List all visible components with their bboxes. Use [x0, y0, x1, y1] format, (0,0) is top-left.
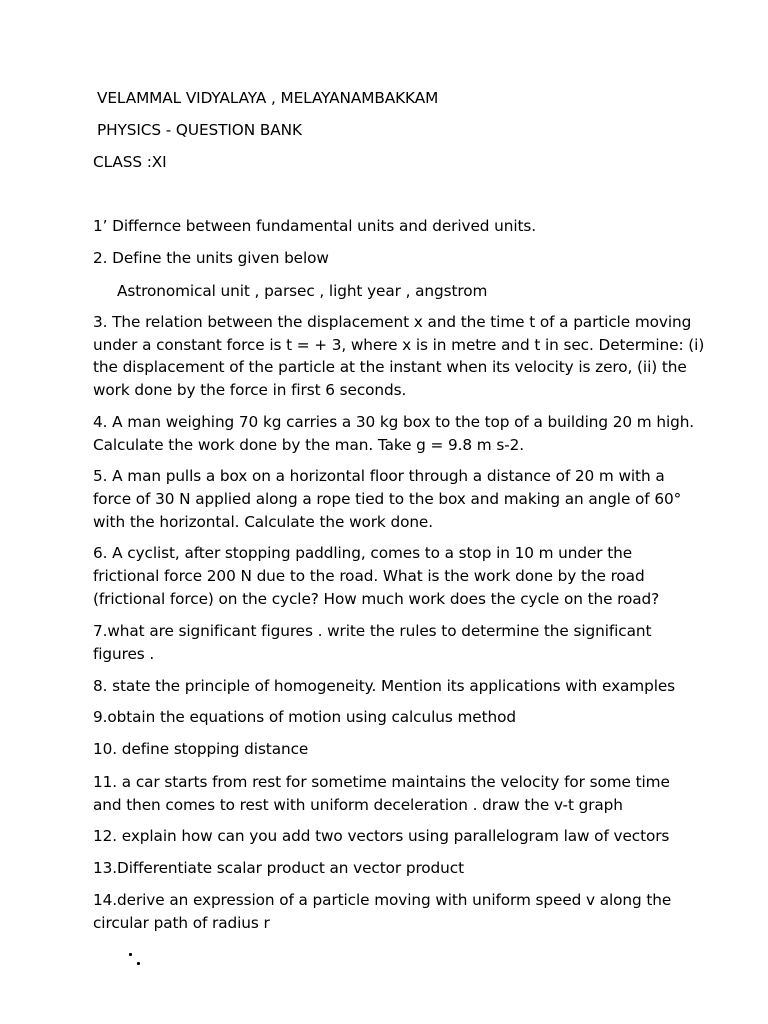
question-7-line-1: 7.what are significant figures . write the rules to determine the significant: [93, 622, 652, 640]
question-5-line-2: force of 30 N applied along a rope tied to the box and making an angle of 60°: [93, 490, 682, 508]
question-3-line-3: the displacement of the particle at the instant when its velocity is zero, (ii) the: [93, 358, 687, 376]
question-9: 9.obtain the equations of motion using calculus method: [93, 708, 516, 726]
question-13: 13.Differentiate scalar product an vector product: [93, 859, 464, 877]
question-5-line-1: 5. A man pulls a box on a horizontal floor through a distance of 20 m with a: [93, 467, 665, 485]
question-2: 2. Define the units given below: [93, 249, 329, 267]
question-6-line-3: (frictional force) on the cycle? How much work does the cycle on the road?: [93, 590, 660, 608]
question-14-line-1: 14.derive an expression of a particle moving with uniform speed v along the: [93, 891, 672, 909]
class-label: CLASS :XI: [93, 153, 167, 171]
question-11-line-2: and then comes to rest with uniform deceleration . draw the v-t graph: [93, 796, 623, 814]
question-12: 12. explain how can you add two vectors using parallelogram law of vectors: [93, 827, 670, 845]
question-3-line-4: work done by the force in first 6 seconds.: [93, 381, 407, 399]
question-2-units: Astronomical unit , parsec , light year , angstrom: [117, 282, 488, 300]
question-3-line-1: 3. The relation between the displacement x and the time t of a particle moving: [93, 313, 692, 331]
question-1: 1’ Differnce between fundamental units and derived units.: [93, 217, 537, 235]
question-4-line-2: Calculate the work done by the man. Take g = 9.8 m s-2.: [93, 436, 525, 454]
stray-mark: [129, 953, 132, 956]
question-7-line-2: figures .: [93, 645, 155, 663]
question-11-line-1: 11. a car starts from rest for sometime maintains the velocity for some time: [93, 773, 670, 791]
subject-title: PHYSICS - QUESTION BANK: [97, 121, 302, 139]
school-name: VELAMMAL VIDYALAYA , MELAYANAMBAKKAM: [97, 89, 439, 107]
question-8: 8. state the principle of homogeneity. Mention its applications with examples: [93, 677, 676, 695]
question-6-line-1: 6. A cyclist, after stopping paddling, comes to a stop in 10 m under the: [93, 544, 633, 562]
question-14-line-2: circular path of radius r: [93, 914, 270, 932]
question-6-line-2: frictional force 200 N due to the road. What is the work done by the road: [93, 567, 645, 585]
question-10: 10. define stopping distance: [93, 740, 309, 758]
question-4-line-1: 4. A man weighing 70 kg carries a 30 kg box to the top of a building 20 m high.: [93, 413, 695, 431]
stray-mark: [137, 962, 140, 965]
question-5-line-3: with the horizontal. Calculate the work done.: [93, 513, 433, 531]
question-3-line-2: under a constant force is t = + 3, where x is in metre and t in sec. Determine: (i): [93, 336, 705, 354]
